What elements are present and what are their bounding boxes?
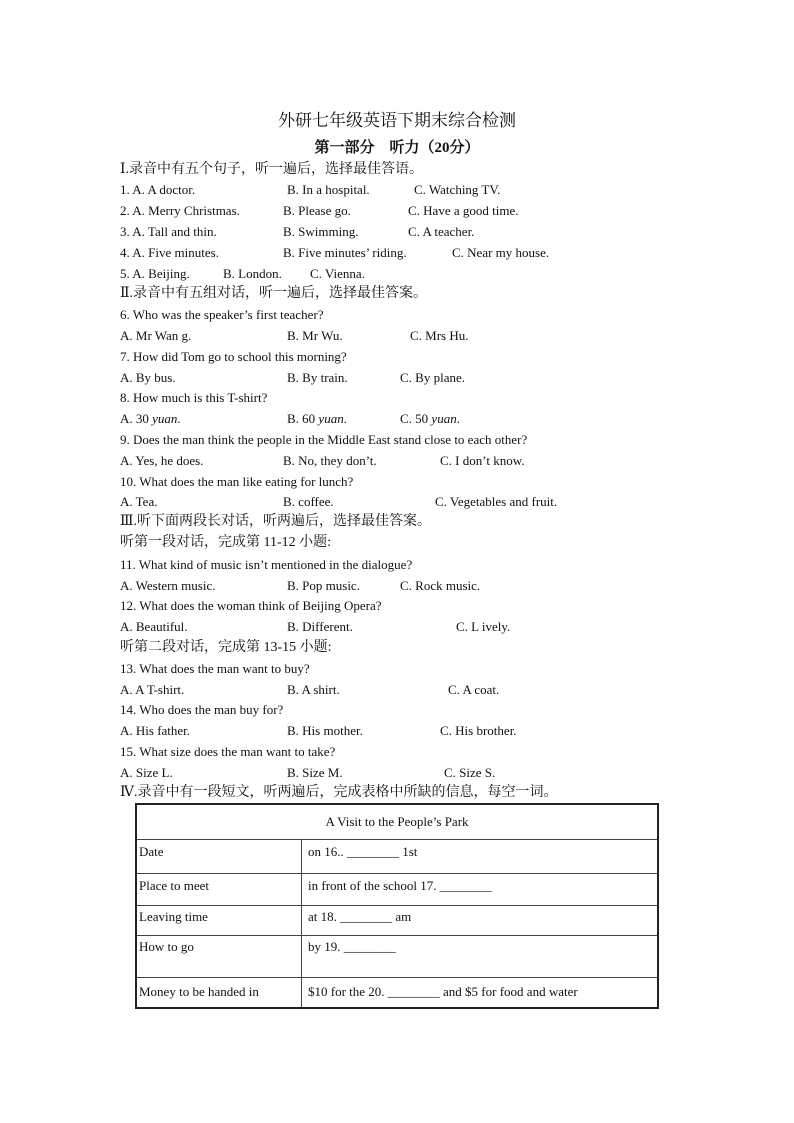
q3-option-a: 3. A. Tall and thin. [120,224,217,239]
q15-option-c: C. Size S. [444,765,496,780]
q6-option-b: B. Mr Wu. [287,328,343,343]
q8-a-dot: . [177,411,181,426]
q10-option-b: B. coffee. [283,494,334,509]
q6-option-a: A. Mr Wan g. [120,328,192,343]
row-label-time: Leaving time [136,905,302,935]
q5-option-a: 5. A. Beijing. [120,266,190,281]
q10-stem: 10. What does the man like eating for lunch? [120,474,354,489]
q2-option-a: 2. A. Merry Christmas. [120,203,240,218]
q9-option-a: A. Yes, he does. [120,453,204,468]
q11-option-a: A. Western music. [120,578,216,593]
q14-stem: 14. Who does the man buy for? [120,702,284,717]
q13-option-b: B. A shirt. [287,682,340,697]
row-label-place: Place to meet [136,873,302,905]
q2-option-c: C. Have a good time. [408,203,519,218]
q14-option-c: C. His brother. [440,723,517,738]
q13-option-c: C. A coat. [448,682,500,697]
q8-b-label: B. 60 [287,411,319,426]
q10-option-c: C. Vegetables and fruit. [435,494,558,509]
table-row [136,839,658,873]
part-title: 第一部分 听力（20分） [314,140,480,156]
q7-option-b: B. By train. [287,370,348,385]
q6-option-c: C. Mrs Hu. [410,328,469,343]
q11-stem: 11. What kind of music isn’t mentioned in the dialogue? [120,557,413,572]
q8-option-a [120,411,181,427]
table-row [136,873,658,905]
row-label-date: Date [136,839,302,873]
q7-option-c: C. By plane. [400,370,465,385]
q13-stem: 13. What does the man want to buy? [120,661,310,676]
q8-option-c [400,411,460,427]
q11-option-b: B. Pop music. [287,578,360,593]
q7-stem: 7. How did Tom go to school this morning? [120,349,347,364]
q8-stem: 8. How much is this T-shirt? [120,390,268,405]
q11-option-c: C. Rock music. [400,578,481,593]
q4-option-c: C. Near my house. [452,245,550,260]
q12-stem: 12. What does the woman think of Beijing Opera? [120,598,382,613]
info-table [135,803,659,1009]
row-label-transport: How to go [136,935,302,977]
q15-option-b: B. Size M. [287,765,343,780]
q9-option-b: B. No, they don’t. [283,453,377,468]
section-2-heading: Ⅱ.录音中有五组对话，听一遍后，选择最佳答案。 [120,286,428,301]
q8-option-b [287,411,347,427]
row-value-place: in front of the school 17. ________ [302,873,659,905]
q4-option-b: B. Five minutes’ riding. [283,245,407,260]
q7-option-a: A. By bus. [120,370,176,385]
q2-option-b: B. Please go. [283,203,351,218]
q3-option-b: B. Swimming. [283,224,359,239]
q4-option-a: 4. A. Five minutes. [120,245,219,260]
q6-stem: 6. Who was the speaker’s first teacher? [120,307,324,322]
q12-option-c: C. L ively. [456,619,511,634]
dialogue-2-instruction: 听第二段对话，完成第 13-15 小题: [120,640,332,655]
section-1-heading: Ⅰ.录音中有五个句子，听一遍后，选择最佳答语。 [120,162,424,177]
table-header-row [136,804,658,839]
q12-option-b: B. Different. [287,619,353,634]
q5-option-b: B. London. [223,266,282,281]
q8-b-dot: . [343,411,347,426]
q10-option-a: A. Tea. [120,494,158,509]
dialogue-1-instruction: 听第一段对话，完成第 11-12 小题: [120,535,332,550]
row-label-money: Money to be handed in [136,977,302,1008]
table-row [136,935,658,977]
table-row [136,905,658,935]
q8-a-unit: yuan [152,411,178,426]
page-title: 外研七年级英语下期末综合检测 [278,111,516,130]
q1-option-b: B. In a hospital. [287,182,370,197]
q15-stem: 15. What size does the man want to take? [120,744,336,759]
q9-stem: 9. Does the man think the people in the Middle East stand close to each other? [120,432,528,447]
section-4-heading: Ⅳ.录音中有一段短文，听两遍后，完成表格中所缺的信息，每空一词。 [120,785,558,800]
q5-option-c: C. Vienna. [310,266,365,281]
q8-b-unit: yuan [318,411,344,426]
q14-option-b: B. His mother. [287,723,363,738]
q8-c-dot: . [456,411,460,426]
section-3-heading: Ⅲ.听下面两段长对话，听两遍后，选择最佳答案。 [120,514,431,529]
q15-option-a: A. Size L. [120,765,173,780]
q13-option-a: A. A T-shirt. [120,682,185,697]
table-title: A Visit to the People’s Park [136,804,658,839]
row-value-time: at 18. ________ am [302,905,659,935]
table-row [136,977,658,1008]
q9-option-c: C. I don’t know. [440,453,525,468]
row-value-transport: by 19. ________ [302,935,659,977]
q3-option-c: C. A teacher. [408,224,475,239]
q1-option-a: 1. A. A doctor. [120,182,196,197]
q8-c-unit: yuan [431,411,457,426]
row-value-money: $10 for the 20. ________ and $5 for food and water [302,977,659,1008]
q8-a-label: A. 30 [120,411,153,426]
q12-option-a: A. Beautiful. [120,619,188,634]
row-value-date: on 16.. ________ 1st [302,839,659,873]
q14-option-a: A. His father. [120,723,191,738]
q8-c-label: C. 50 [400,411,432,426]
q1-option-c: C. Watching TV. [414,182,501,197]
